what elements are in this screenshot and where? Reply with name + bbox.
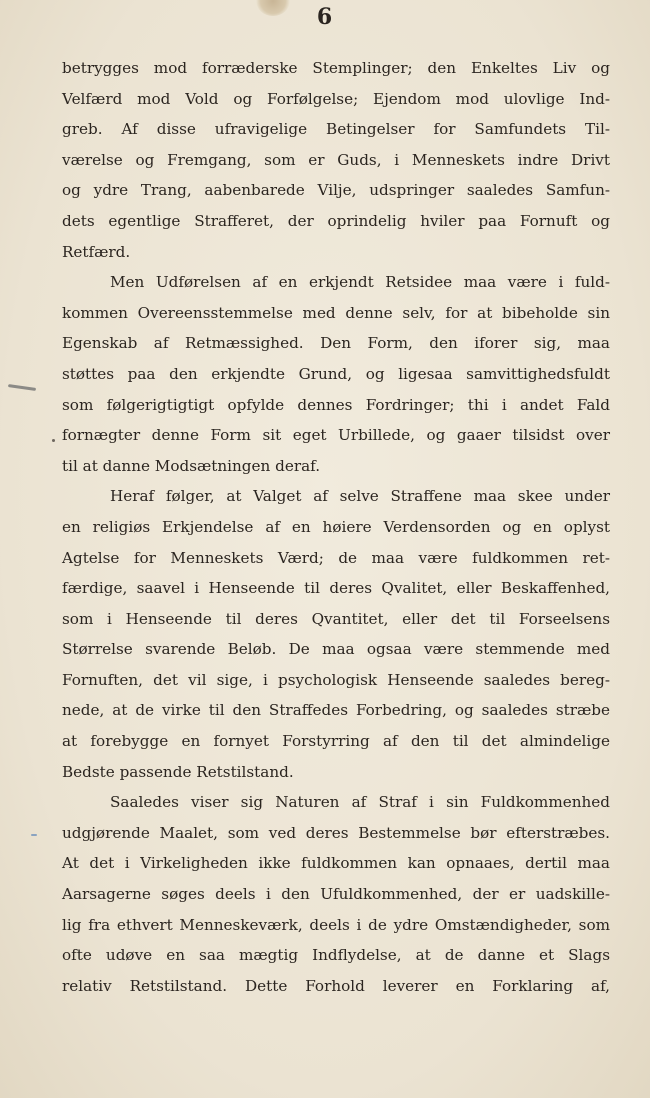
text-line: betrygges mod forræderske Stemplinger; den Enkeltes Liv og xyxy=(62,59,610,77)
text-line: Velfærd mod Vold og Forfølgelse; Ejendom mod ulovlige Ind- xyxy=(62,89,610,108)
text-line: Aarsagerne søges deels i den Ufuldkommenhed, der er uadskille- xyxy=(62,885,610,904)
text-line: som følgerigtigtigt opfylde dennes Fordringer; thi i andet Fald xyxy=(62,395,610,414)
text-line: Størrelse svarende Beløb. De maa ogsaa være stemmende med xyxy=(62,640,610,659)
text-line: Men Udførelsen af en erkjendt Retsidee maa være i fuld- xyxy=(110,273,610,292)
text-line: ofte udøve en saa mægtig Indflydelse, at de danne et Slags xyxy=(62,946,610,965)
text-line: til at danne Modsætningen deraf. xyxy=(62,456,321,475)
margin-ink-dot xyxy=(31,834,37,836)
text-line: udgjørende Maalet, som ved deres Bestemmelse bør efterstræbes. xyxy=(62,823,610,842)
text-line: Heraf følger, at Valget af selve Straffene maa skee under xyxy=(110,487,610,506)
text-line: kommen Overeensstemmelse med denne selv, for at bibeholde sin xyxy=(62,303,610,322)
text-line: at forebygge en fornyet Forstyrring af den til det almindelige xyxy=(62,732,610,751)
text-line: støttes paa den erkjendte Grund, og ligesaa samvittighedsfuldt xyxy=(62,364,610,383)
text-line: Agtelse for Menneskets Værd; de maa være fuldkommen ret- xyxy=(62,548,610,567)
text-line: og ydre Trang, aabenbarede Vilje, udspringer saaledes Samfun- xyxy=(62,181,610,200)
text-line: fornægter denne Form sit eget Urbillede, og gaaer tilsidst over xyxy=(62,426,610,445)
margin-pencil-mark xyxy=(8,384,36,391)
text-line: At det i Virkeligheden ikke fuldkommen kan opnaaes, dertil maa xyxy=(62,854,610,873)
text-line: værelse og Fremgang, som er Guds, i Menneskets indre Drivt xyxy=(62,150,610,169)
margin-speck xyxy=(52,439,55,442)
text-line: relativ Retstilstand. Dette Forhold leverer en Forklaring af, xyxy=(62,976,610,995)
text-line: Fornuften, det vil sige, i psychologisk Henseende saaledes bereg- xyxy=(62,670,610,689)
text-line: dets egentlige Strafferet, der oprindelig hviler paa Fornuft og xyxy=(62,211,610,230)
text-line: lig fra ethvert Menneskeværk, deels i de ydre Omstændigheder, som xyxy=(62,915,610,934)
text-line: nede, at de virke til den Straffedes Forbedring, og saaledes stræbe xyxy=(62,701,610,720)
text-line: en religiøs Erkjendelse af en høiere Verdensorden og en oplyst xyxy=(62,517,610,536)
text-line: Bedste passende Retstilstand. xyxy=(62,762,294,781)
text-line: som i Henseende til deres Qvantitet, eller det til Forseelsens xyxy=(62,609,610,628)
text-line: Saaledes viser sig Naturen af Straf i sin Fuldkommenhed xyxy=(110,793,610,812)
page-number: 6 xyxy=(316,4,334,30)
text-line: Retfærd. xyxy=(62,242,131,261)
text-line: Egenskab af Retmæssighed. Den Form, den iforer sig, maa xyxy=(62,334,610,353)
text-line: greb. Af disse ufravigelige Betingelser for Samfundets Til- xyxy=(62,120,610,139)
text-line: færdige, saavel i Henseende til deres Qvalitet, eller Beskaffenhed, xyxy=(62,579,610,598)
body-text xyxy=(62,53,610,1001)
